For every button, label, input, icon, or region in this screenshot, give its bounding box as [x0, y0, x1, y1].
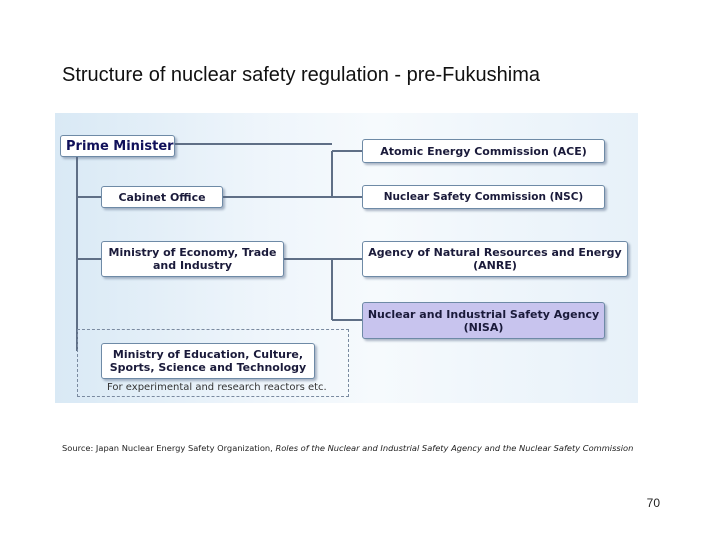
node-cabinet-office: Cabinet Office: [101, 186, 223, 208]
node-prime-minister: Prime Minister: [60, 135, 175, 157]
node-nsc: Nuclear Safety Commission (NSC): [362, 185, 605, 209]
source-prefix: Source: Japan Nuclear Energy Safety Organization,: [62, 443, 273, 453]
source-citation: [62, 443, 682, 453]
node-nisa: Nuclear and Industrial Safety Agency (NISA): [362, 302, 605, 339]
node-ace: Atomic Energy Commission (ACE): [362, 139, 605, 163]
node-mext: Ministry of Education, Culture, Sports, Science and Technology: [101, 343, 315, 379]
slide-title: Structure of nuclear safety regulation - pre-Fukushima: [62, 64, 540, 86]
source-title: Roles of the Nuclear and Industrial Safety Agency and the Nuclear Safety Commission: [275, 443, 634, 453]
node-anre: Agency of Natural Resources and Energy (ANRE): [362, 241, 628, 277]
mext-footnote: For experimental and research reactors etc.: [107, 382, 327, 393]
node-meti: Ministry of Economy, Trade and Industry: [101, 241, 284, 277]
org-chart: [55, 113, 638, 403]
page-number: 70: [646, 496, 660, 510]
